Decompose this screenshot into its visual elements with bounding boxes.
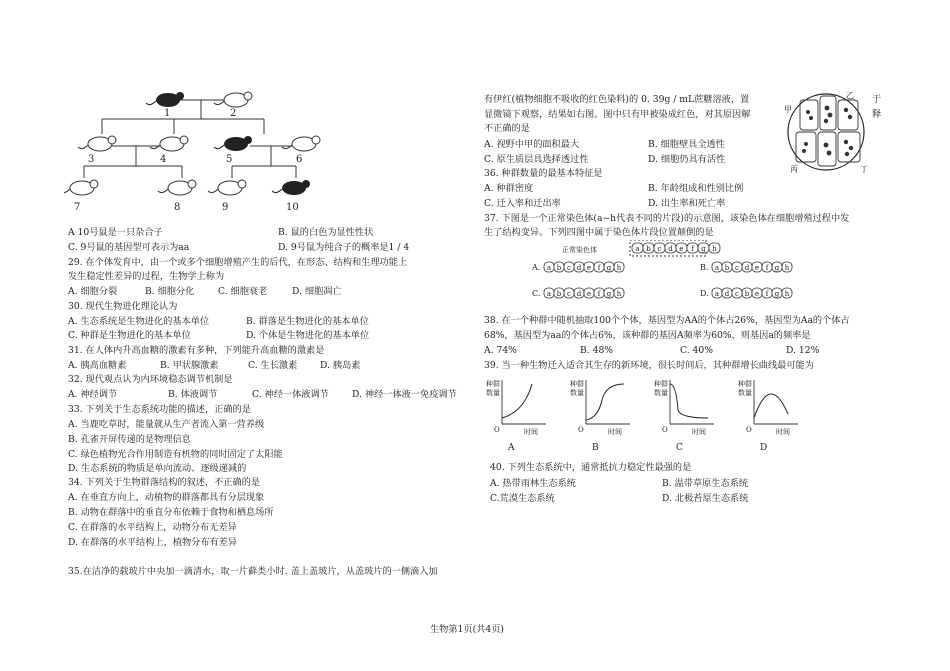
q29-option-c: C. 细胞衰老 [218, 286, 268, 297]
q40-option-c: C.荒漠生态系统 [490, 493, 555, 504]
chromosome-segment-label: c [735, 290, 739, 298]
chromosome-segment-label: h [616, 264, 622, 272]
q34-stem: 34. 下列关于生物群落结构的叙述，不正确的是 [68, 477, 261, 488]
x-axis-label: 时间 [776, 428, 790, 436]
q35-option-c: C. 原生质层具选择透过性 [484, 154, 589, 165]
chromosome-option-label: D. [700, 289, 709, 298]
x-axis-label: 时间 [692, 428, 706, 436]
q35-stem-cont: 有伊红(植物细胞不吸收的红色染料)的 0. 39g / mL蔗糖溶液，置 [484, 94, 750, 105]
chromosome-option-label: B. [700, 263, 709, 272]
y-axis-label: 种群 [738, 380, 752, 388]
chromosome-segment-label: g [606, 290, 612, 298]
chromosome-option-1 [544, 262, 624, 272]
q38-option-d: D. 12% [786, 345, 820, 356]
chromosome-segment-label: a [714, 264, 720, 272]
chromosome-segment-label: e [586, 264, 592, 272]
q32-option-b: B. 体液调节 [168, 389, 218, 400]
chromosome-segment-label: b [744, 290, 750, 298]
fig-label-jia: 甲 [784, 105, 792, 114]
chromosome-segment-label: a [546, 264, 552, 272]
mouse-3-icon [78, 136, 116, 151]
q33-option-c: C. 绿色植物光合作用制造有机物的同时固定了太阳能 [68, 449, 283, 460]
q29-option-a: A. 细胞分裂 [68, 286, 118, 297]
q31-option-c: C. 生长激素 [248, 360, 298, 371]
fig-label-yi: 乙 [846, 91, 854, 100]
chromosome-segment-label: c [657, 245, 662, 253]
q33-option-a: A. 当鹿吃草时，能量就从生产者流入第一营养级 [68, 419, 265, 430]
y-axis-label: 种群 [654, 380, 668, 388]
q35-stem-cont-tail: 释 [872, 109, 882, 120]
mouse-4-icon [150, 136, 188, 151]
q37-stem-cont: 生了结构变异。下列四图中属于染色体片段位置颠倒的是 [484, 227, 714, 238]
normal-chromosome-label: 正常染色体 [562, 246, 597, 254]
chromosome-segment-label: b [556, 290, 562, 298]
q31-option-a: A. 胰高血糖素 [68, 360, 127, 371]
q34-option-c: C. 在群落的水平结构上，动物分布无差异 [68, 522, 237, 533]
chromosome-segment-label: b [556, 264, 562, 272]
q35-stem: 35.在洁净的载玻片中央加一滴清水，取一片藓类小时. 盖上盖玻片，从盖玻片的一侧滴入加 [68, 566, 438, 577]
q38-option-a: A. 74% [484, 345, 517, 356]
graph-option-label: A [508, 443, 515, 453]
q36-option-a: A. 种群密度 [484, 183, 534, 194]
q30-stem: 30. 现代生物进化理论认为 [68, 301, 178, 312]
pedigree-label: 2 [230, 108, 237, 119]
chromosome-segment-label: e [679, 245, 684, 253]
q28-option-d: D. 9号鼠为纯合子的概率是1 / 4 [278, 242, 410, 253]
pedigree-label: 10 [286, 202, 299, 213]
x-axis-label: 时间 [608, 428, 622, 436]
growth-graph-A [486, 379, 546, 453]
q29-stem: 29. 在个体发育中，由一个或多个细胞增殖产生的后代，在形态、结构和生理功能上 [68, 257, 408, 268]
q32-option-d: D. 神经一体液一免疫调节 [352, 389, 457, 400]
chromosome-option-label: A. [532, 263, 541, 272]
y-axis-label: 种群 [570, 380, 584, 388]
growth-curves-figure [484, 374, 814, 454]
pedigree-label: 7 [74, 202, 81, 213]
y-axis-label: 数量 [654, 389, 668, 397]
chromosome-segment-label: e [754, 264, 760, 272]
chromosome-segment-label: f [597, 290, 601, 298]
chromosome-segment-label: h [784, 290, 790, 298]
q28-option-a: A 10号鼠是一只杂合子 [68, 227, 163, 238]
chromosome-segment-label: h [616, 290, 622, 298]
q30-option-d: D. 个体是生物进化的基本单位 [246, 330, 370, 341]
q35-option-a: A. 视野中甲的面积最大 [484, 139, 580, 150]
q35-stem-cont: 不正确的是 [484, 123, 530, 134]
chromosome-segment-label: g [774, 290, 780, 298]
chromosome-segment-label: c [567, 290, 571, 298]
q29-option-b: B. 细胞分化 [145, 286, 195, 297]
growth-curve [754, 394, 788, 418]
pedigree-label: 5 [226, 154, 233, 165]
q38-stem-cont: 68%，基因型为aa的个体占6%，该种群的基因A频率为60%，则基因a的频率是 [484, 330, 811, 341]
q36-option-d: D. 出生率和死亡率 [648, 198, 726, 209]
chromosome-segment-label: a [635, 245, 640, 253]
q34-option-b: B. 动物在群落中的垂直分布依赖于食物和栖息场所 [68, 507, 274, 518]
y-axis-label: 数量 [738, 389, 752, 397]
mouse-icons [64, 92, 320, 195]
q30-option-c: C. 种群是生物进化的基本单位 [68, 330, 191, 341]
q34-option-a: A. 在垂直方向上，动植物的群落都具有分层现象 [68, 492, 265, 503]
chromosome-segment-label: d [576, 290, 582, 298]
q36-option-b: B. 年龄组成和性别比例 [648, 183, 744, 194]
growth-curve [502, 384, 532, 418]
mouse-1-icon [146, 92, 184, 107]
q38-stem: 38. 在一个种群中随机抽取100个个体，基因型为AA的个体占26%，基因型为Aa的个体占 [484, 315, 850, 326]
chromosome-segment-label: b [646, 245, 651, 253]
q36-option-c: C. 迁入率和迁出率 [484, 198, 561, 209]
q31-option-d: D. 胰岛素 [320, 360, 361, 371]
q40-option-d: D. 北极苔原生态系统 [662, 493, 749, 504]
y-axis-label: 数量 [486, 389, 500, 397]
q38-option-c: C. 40% [680, 345, 713, 356]
pedigree-label: 9 [222, 202, 229, 213]
fig-label-ding: 丁 [860, 165, 868, 174]
chromosome-segment-label: d [668, 245, 673, 253]
origin-label: O [662, 426, 668, 434]
q33-option-b: B. 孔雀开屏传递的是物理信息 [68, 434, 191, 445]
q35-option-b: B. 细胞壁具全透性 [648, 139, 725, 150]
chromosome-segment-label: a [714, 290, 720, 298]
chromosome-segment-label: d [724, 290, 730, 298]
q35-stem-cont-tail: 于 [872, 94, 882, 105]
chromosome-segment-label: a [546, 290, 552, 298]
x-axis-label: 时间 [524, 428, 538, 436]
chromosome-segment-label: h [784, 264, 790, 272]
q38-option-b: B. 48% [580, 345, 614, 356]
q40-stem: 40. 下列生态系统中，通常抵抗力稳定性最强的是 [490, 462, 692, 473]
chromosome-segment-label: h [712, 245, 717, 253]
chromosome-segment-label: f [597, 264, 601, 272]
chromosome-segment-label: g [774, 264, 780, 272]
q30-option-b: B. 群落是生物进化的基本单位 [246, 316, 369, 327]
growth-graph-D [738, 379, 798, 453]
q28-option-c: C. 9号鼠的基因型可表示为aa [68, 242, 190, 253]
q32-option-c: C. 神经一体液调节 [252, 389, 329, 400]
chromosome-figure [532, 240, 872, 310]
chromosome-option-4 [712, 288, 792, 298]
normal-chromosome [632, 243, 720, 253]
q31-option-b: B. 甲状腺激素 [160, 360, 219, 371]
growth-graph-C [654, 379, 714, 453]
q40-option-b: B. 温带草原生态系统 [662, 478, 749, 489]
q31-stem: 31. 在人体内升高血糖的激素有多种，下列能升高血糖的激素是 [68, 345, 325, 356]
chromosome-option-2 [712, 262, 792, 272]
y-axis-label: 数量 [570, 389, 584, 397]
chromosome-option-label: C. [532, 289, 541, 298]
pedigree-label: 6 [296, 154, 303, 165]
q29-stem-cont: 发生稳定性差异的过程，生物学上称为 [68, 271, 225, 282]
origin-label: O [494, 426, 500, 434]
origin-label: O [578, 426, 584, 434]
graph-option-label: C [676, 443, 683, 453]
q33-option-d: D. 生态系统的物质是单向流动、逐级递减的 [68, 463, 247, 474]
q34-option-d: D. 在群落的水平结构上，植物分布有差异 [68, 537, 238, 548]
mouse-6-icon [282, 136, 320, 151]
growth-graph-B [570, 379, 630, 453]
chromosome-segment-label: c [735, 264, 739, 272]
chromosome-segment-label: d [744, 264, 750, 272]
chromosome-segment-label: f [765, 290, 769, 298]
mouse-5-icon [214, 136, 252, 151]
q35-option-d: D. 细胞仍具有活性 [648, 154, 726, 165]
q28-option-b: B. 鼠的白色为显性性状 [278, 227, 374, 238]
chromosome-segment-label: b [724, 264, 730, 272]
origin-label: O [746, 426, 752, 434]
mouse-9-icon [208, 180, 246, 195]
chromosome-segment-label: g [701, 245, 706, 253]
chromosome-segment-label: d [576, 264, 582, 272]
mouse-10-icon [272, 180, 310, 195]
q37-stem: 37. 下图是一个正常染色体(a~h代表不同的片段)的示意图，该染色体在细胞增殖过程中发 [484, 213, 850, 224]
fig-label-bing: 丙 [790, 165, 798, 174]
y-axis-label: 种群 [486, 380, 500, 388]
chromosome-segment-label: f [765, 264, 769, 272]
q33-stem: 33. 下列关于生态系统功能的描述，正确的是 [68, 404, 251, 415]
pedigree-label: 1 [164, 108, 171, 119]
q40-option-a: A. 热带雨林生态系统 [490, 478, 576, 489]
q39-stem: 39. 当一种生物迁入适合其生存的新环境，很长时间后，其种群增长曲线最可能为 [484, 360, 814, 371]
chromosome-segment-label: e [586, 290, 592, 298]
chromosome-segment-label: e [754, 290, 760, 298]
q32-option-a: A. 神经调节 [68, 389, 118, 400]
q32-stem: 32. 现代观点认为内环境稳态调节机制是 [68, 374, 233, 385]
chromosome-option-3 [544, 288, 624, 298]
page-footer: 生物第1页(共4页) [430, 624, 504, 635]
q29-option-d: D. 细胞凋亡 [292, 286, 342, 297]
pedigree-label: 4 [160, 154, 167, 165]
mouse-7-icon [64, 180, 98, 195]
graph-option-label: B [592, 443, 599, 453]
chromosome-segment-label: f [691, 245, 694, 253]
mouse-pedigree-figure [64, 86, 364, 214]
chromosome-segment-label: c [567, 264, 571, 272]
chromosome-segment-label: g [606, 264, 612, 272]
q30-option-a: A. 生态系统是生物进化的基本单位 [68, 316, 210, 327]
q36-stem: 36. 种群数量的最基本特征是 [484, 168, 603, 179]
microscope-field-figure [780, 90, 872, 176]
pedigree-label: 8 [174, 202, 181, 213]
pedigree-label: 3 [88, 154, 95, 165]
mouse-8-icon [158, 180, 196, 195]
q35-stem-cont: 显微镜下观察，结果如右图。图中只有甲被染成红色，对其原因解 [484, 109, 751, 120]
growth-curve [670, 384, 708, 418]
graph-option-label: D [760, 443, 768, 453]
growth-curve [586, 384, 624, 420]
